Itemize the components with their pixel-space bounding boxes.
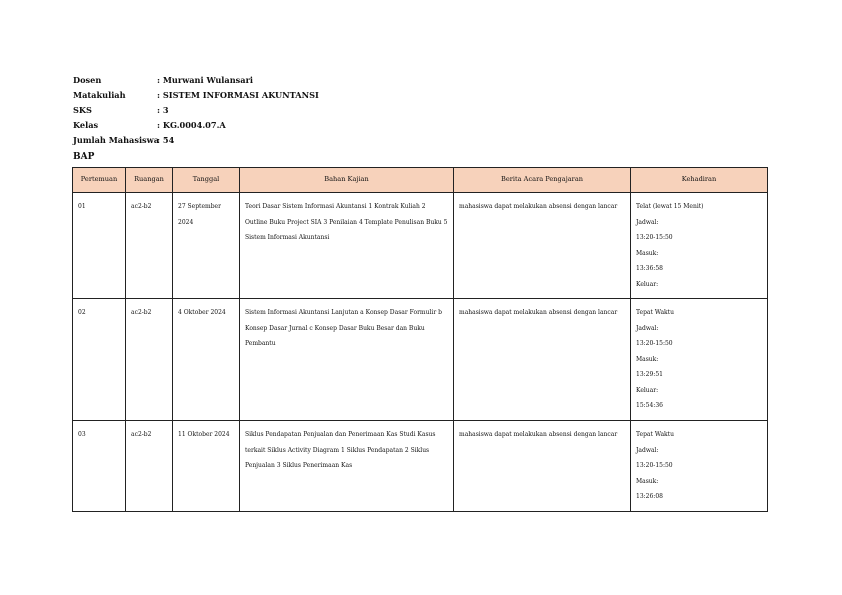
kehadiran-line: Jadwal: (636, 324, 659, 332)
course-info (73, 73, 319, 148)
table-row (73, 299, 768, 421)
cell-bahan-kajian: Sistem Informasi Akuntansi Lanjutan a Konsep Dasar Formulir b Konsep Dasar Jurnal c Konsep Dasar Buku Besar dan Buku Pembantu (240, 299, 454, 421)
cell-kehadiran (631, 299, 768, 421)
cell-berita-acara: mahasiswa dapat melakukan absensi dengan lancar (454, 421, 631, 512)
kehadiran-line: 13:29:51 (636, 371, 663, 378)
cell-ruangan: ac2-b2 (126, 421, 173, 512)
cell-bahan-kajian: Teori Dasar Sistem Informasi Akuntansi 1 Kontrak Kuliah 2 Outline Buku Project SIA 3 Penilaian 4 Template Penulisan Buku 5 Sistem Informasi Akuntansi (240, 193, 454, 299)
table-row (73, 193, 768, 299)
table-row (73, 421, 768, 512)
kehadiran-status: Telat (lewat 15 Menit) (636, 203, 704, 210)
info-row-dosen (73, 73, 319, 88)
header-ruangan: Ruangan (126, 168, 173, 193)
cell-berita-acara: mahasiswa dapat melakukan absensi dengan lancar (454, 299, 631, 421)
cell-ruangan: ac2-b2 (126, 299, 173, 421)
kehadiran-line: Masuk: (636, 355, 659, 363)
cell-tanggal: 27 September 2024 (173, 193, 240, 299)
kehadiran-line: Masuk: (636, 249, 659, 257)
kehadiran-line: Keluar: (636, 280, 659, 288)
info-label: Matakuliah (73, 90, 126, 100)
header-bahan-kajian: Bahan Kajian (240, 168, 454, 193)
kehadiran-line: 13:20-15:50 (636, 340, 673, 347)
cell-tanggal: 11 Oktober 2024 (173, 421, 240, 512)
info-value: : 54 (157, 135, 175, 145)
kehadiran-status: Tepat Waktu (636, 309, 674, 316)
cell-ruangan: ac2-b2 (126, 193, 173, 299)
cell-tanggal: 4 Oktober 2024 (173, 299, 240, 421)
info-label: Jumlah Mahasiswa (73, 135, 160, 145)
info-value: : KG.0004.07.A (157, 120, 226, 130)
kehadiran-line: Masuk: (636, 477, 659, 485)
info-label: Kelas (73, 120, 99, 130)
cell-pertemuan: 01 (73, 193, 126, 299)
kehadiran-status: Tepat Waktu (636, 431, 674, 438)
kehadiran-line: Jadwal: (636, 218, 659, 226)
cell-berita-acara: mahasiswa dapat melakukan absensi dengan lancar (454, 193, 631, 299)
info-row-matakuliah (73, 88, 319, 103)
table-header-row (73, 168, 768, 193)
bap-table (72, 167, 768, 512)
kehadiran-line: 13:20-15:50 (636, 234, 673, 241)
header-tanggal: Tanggal (173, 168, 240, 193)
kehadiran-line: 13:36:58 (636, 265, 663, 272)
header-kehadiran: Kehadiran (631, 168, 768, 193)
kehadiran-line: 13:26:08 (636, 493, 663, 500)
info-value: : 3 (157, 105, 169, 115)
kehadiran-line: 15:54:36 (636, 402, 663, 409)
cell-bahan-kajian: Siklus Pendapatan Penjualan dan Penerimaan Kas Studi Kasus terkait Siklus Activity Diagram 1 Siklus Pendapatan 2 Siklus Penjualan 3 Siklus Penerimaan Kas (240, 421, 454, 512)
cell-pertemuan: 03 (73, 421, 126, 512)
info-row-kelas (73, 118, 319, 133)
info-value: : SISTEM INFORMASI AKUNTANSI (157, 90, 319, 100)
info-row-sks (73, 103, 319, 118)
section-title: BAP (73, 152, 95, 162)
header-pertemuan: Pertemuan (73, 168, 126, 193)
cell-kehadiran (631, 421, 768, 512)
kehadiran-line: Jadwal: (636, 446, 659, 454)
cell-pertemuan: 02 (73, 299, 126, 421)
header-berita-acara: Berita Acara Pengajaran (454, 168, 631, 193)
info-row-jumlah-mahasiswa (73, 133, 319, 148)
kehadiran-line: 13:20-15:50 (636, 462, 673, 469)
info-value: : Murwani Wulansari (157, 75, 253, 85)
info-label: Dosen (73, 75, 102, 85)
kehadiran-line: Keluar: (636, 386, 659, 394)
info-label: SKS (73, 105, 92, 115)
cell-kehadiran (631, 193, 768, 299)
